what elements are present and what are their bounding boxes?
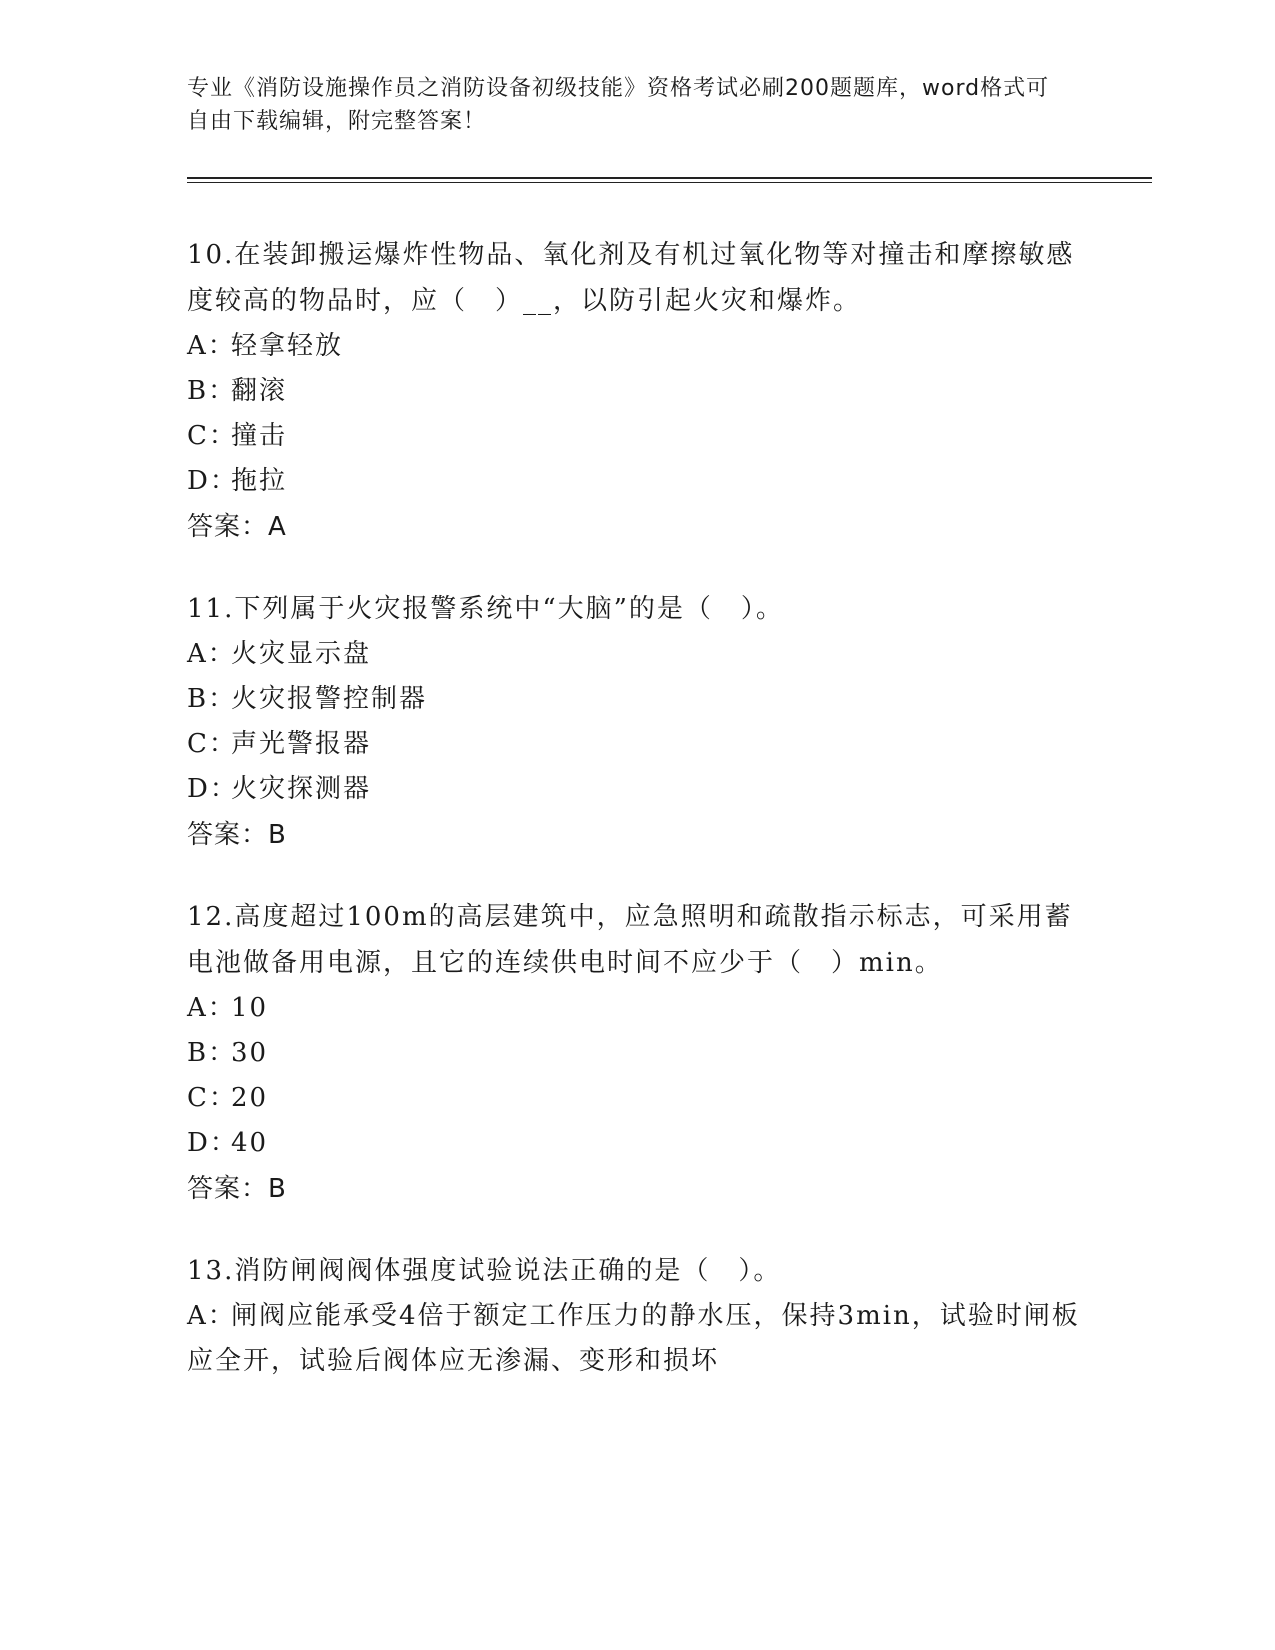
option-letter: C：: [187, 1083, 237, 1113]
option-letter: A：: [187, 993, 236, 1023]
option-text: 闸阀应能承受4倍于额定工作压力的静水压，保持3min，试验时闸板应全开，试验后阀体应无渗漏、变形和损坏: [187, 1301, 1080, 1376]
option-text: 火灾报警控制器: [231, 684, 428, 714]
option-text: 拖拉: [231, 466, 288, 496]
option-text: 声光警报器: [231, 729, 372, 759]
option-text: 20: [231, 1083, 269, 1113]
question-10: [187, 232, 1087, 550]
option-text: 火灾探测器: [231, 774, 372, 804]
question-12: [187, 894, 1087, 1212]
question-stem: 10.在装卸搬运爆炸性物品、氧化剂及有机过氧化物等对撞击和摩擦敏感度较高的物品时，应（ ）__，以防引起火灾和爆炸。: [187, 240, 1075, 316]
option-text: 30: [231, 1038, 269, 1068]
option-letter: C：: [187, 729, 237, 759]
option-a: [187, 1294, 1087, 1384]
option-letter: A：: [187, 639, 236, 669]
option-letter: A：: [187, 1301, 236, 1331]
header-divider-thick: [187, 177, 1152, 179]
option-d: [187, 1121, 1087, 1166]
question-list: [187, 232, 1087, 1420]
option-letter: D：: [187, 466, 238, 496]
option-c: [187, 1076, 1087, 1121]
option-c: [187, 414, 1087, 459]
option-letter: D：: [187, 774, 238, 804]
question-stem: 12.高度超过100m的高层建筑中，应急照明和疏散指示标志，可采用蓄电池做备用电源，且它的连续供电时间不应少于（ ）min。: [187, 902, 1073, 978]
answer-line: 答案：B: [187, 1174, 287, 1204]
option-letter: B：: [187, 1038, 237, 1068]
option-a: [187, 324, 1087, 369]
header-divider-thin: [187, 182, 1152, 183]
option-letter: B：: [187, 684, 237, 714]
answer-line: 答案：A: [187, 512, 287, 542]
answer-line: 答案：B: [187, 820, 287, 850]
option-a: [187, 632, 1087, 677]
option-letter: A：: [187, 331, 236, 361]
option-b: [187, 369, 1087, 414]
option-letter: D：: [187, 1128, 238, 1158]
option-a: [187, 986, 1087, 1031]
option-letter: C：: [187, 421, 237, 451]
question-11: [187, 586, 1087, 858]
question-stem: 11.下列属于火灾报警系统中“大脑”的是（ ）。: [187, 594, 784, 624]
option-letter: B：: [187, 376, 237, 406]
option-text: 翻滚: [231, 376, 288, 406]
option-d: [187, 459, 1087, 504]
question-stem: 13.消防闸阀阀体强度试验说法正确的是（ ）。: [187, 1256, 782, 1286]
option-text: 撞击: [231, 421, 288, 451]
option-text: 10: [231, 993, 269, 1023]
option-b: [187, 1031, 1087, 1076]
option-text: 火灾显示盘: [231, 639, 372, 669]
document-header: 专业《消防设施操作员之消防设备初级技能》资格考试必刷200题题库，word格式可自由下载编辑，附完整答案！: [187, 76, 1050, 134]
option-text: 40: [231, 1128, 269, 1158]
option-b: [187, 677, 1087, 722]
option-d: [187, 767, 1087, 812]
option-c: [187, 722, 1087, 767]
question-13: [187, 1248, 1087, 1384]
option-text: 轻拿轻放: [231, 331, 344, 361]
